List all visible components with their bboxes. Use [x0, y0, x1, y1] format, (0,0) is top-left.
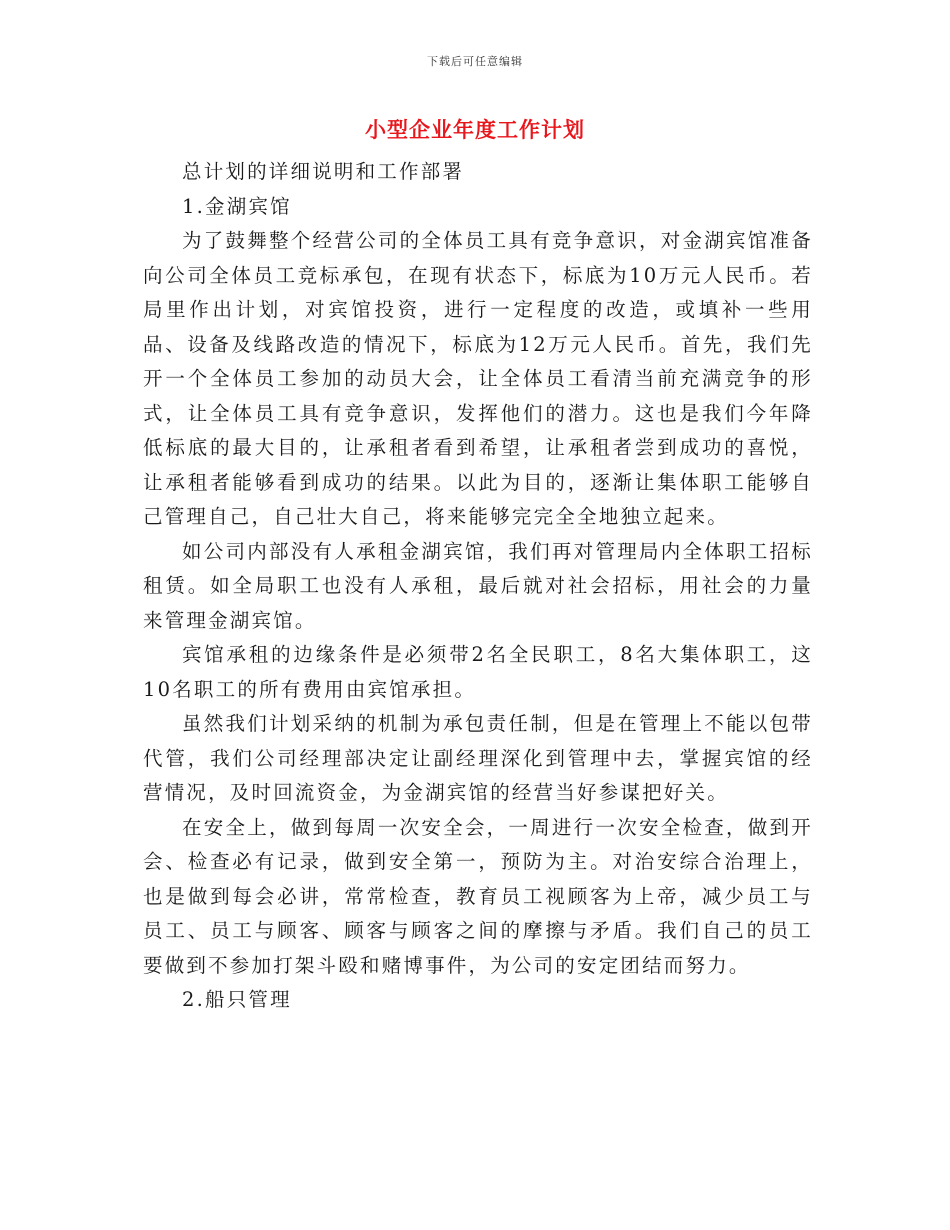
section-intro: 总计划的详细说明和工作部署: [182, 160, 465, 183]
section-heading-ships: 2.船只管理: [182, 988, 292, 1011]
page-header-note: 下载后可任意编辑: [427, 55, 523, 68]
body-paragraph: 宾馆承租的边缘条件是必须带2名全民职工，8名大集体职工，这10名职工的所有费用由宾馆承担。: [143, 643, 813, 701]
body-paragraph: 为了鼓舞整个经营公司的全体员工具有竞争意识，对金湖宾馆准备向公司全体员工竞标承包，在现有状态下，标底为10万元人民币。若局里作出计划，对宾馆投资，进行一定程度的改造，或填补一些用品、设备及线路改造的情况下，标底为12万元人民币。首先，我们先开一个全体员工参加的动员大会，让全体员工看清当前充满竞争的形式，让全体员工具有竞争意识，发挥他们的潜力。这也是我们今年降低标底的最大目的，让承租者看到希望，让承租者尝到成功的喜悦，让承租者能够看到成功的结果。以此为目的，逐渐让集体职工能够自己管理自己，自己壮大自己，将来能够完完全全地独立起来。: [143, 229, 813, 528]
body-paragraph: 如公司内部没有人承租金湖宾馆，我们再对管理局内全体职工招标租赁。如全局职工也没有人承租，最后就对社会招标，用社会的力量来管理金湖宾馆。: [143, 539, 813, 632]
section-heading-hotel: 1.金湖宾馆: [182, 194, 292, 218]
document-body: [143, 155, 813, 1018]
body-paragraph: 在安全上，做到每周一次安全会，一周进行一次安全检查，做到开会、检查必有记录，做到安全第一，预防为主。对治安综合治理上，也是做到每会必讲，常常检查，教育员工视顾客为上帝，减少员工与员工、员工与顾客、顾客与顾客之间的摩擦与矛盾。我们自己的员工要做到不参加打架斗殴和赌博事件，为公司的安定团结而努力。: [143, 815, 813, 977]
body-paragraph: 虽然我们计划采纳的机制为承包责任制，但是在管理上不能以包带代管，我们公司经理部决定让副经理深化到管理中去，掌握宾馆的经营情况，及时回流资金，为金湖宾馆的经营当好参谋把好关。: [143, 712, 813, 804]
document-title: 小型企业年度工作计划: [365, 117, 585, 142]
